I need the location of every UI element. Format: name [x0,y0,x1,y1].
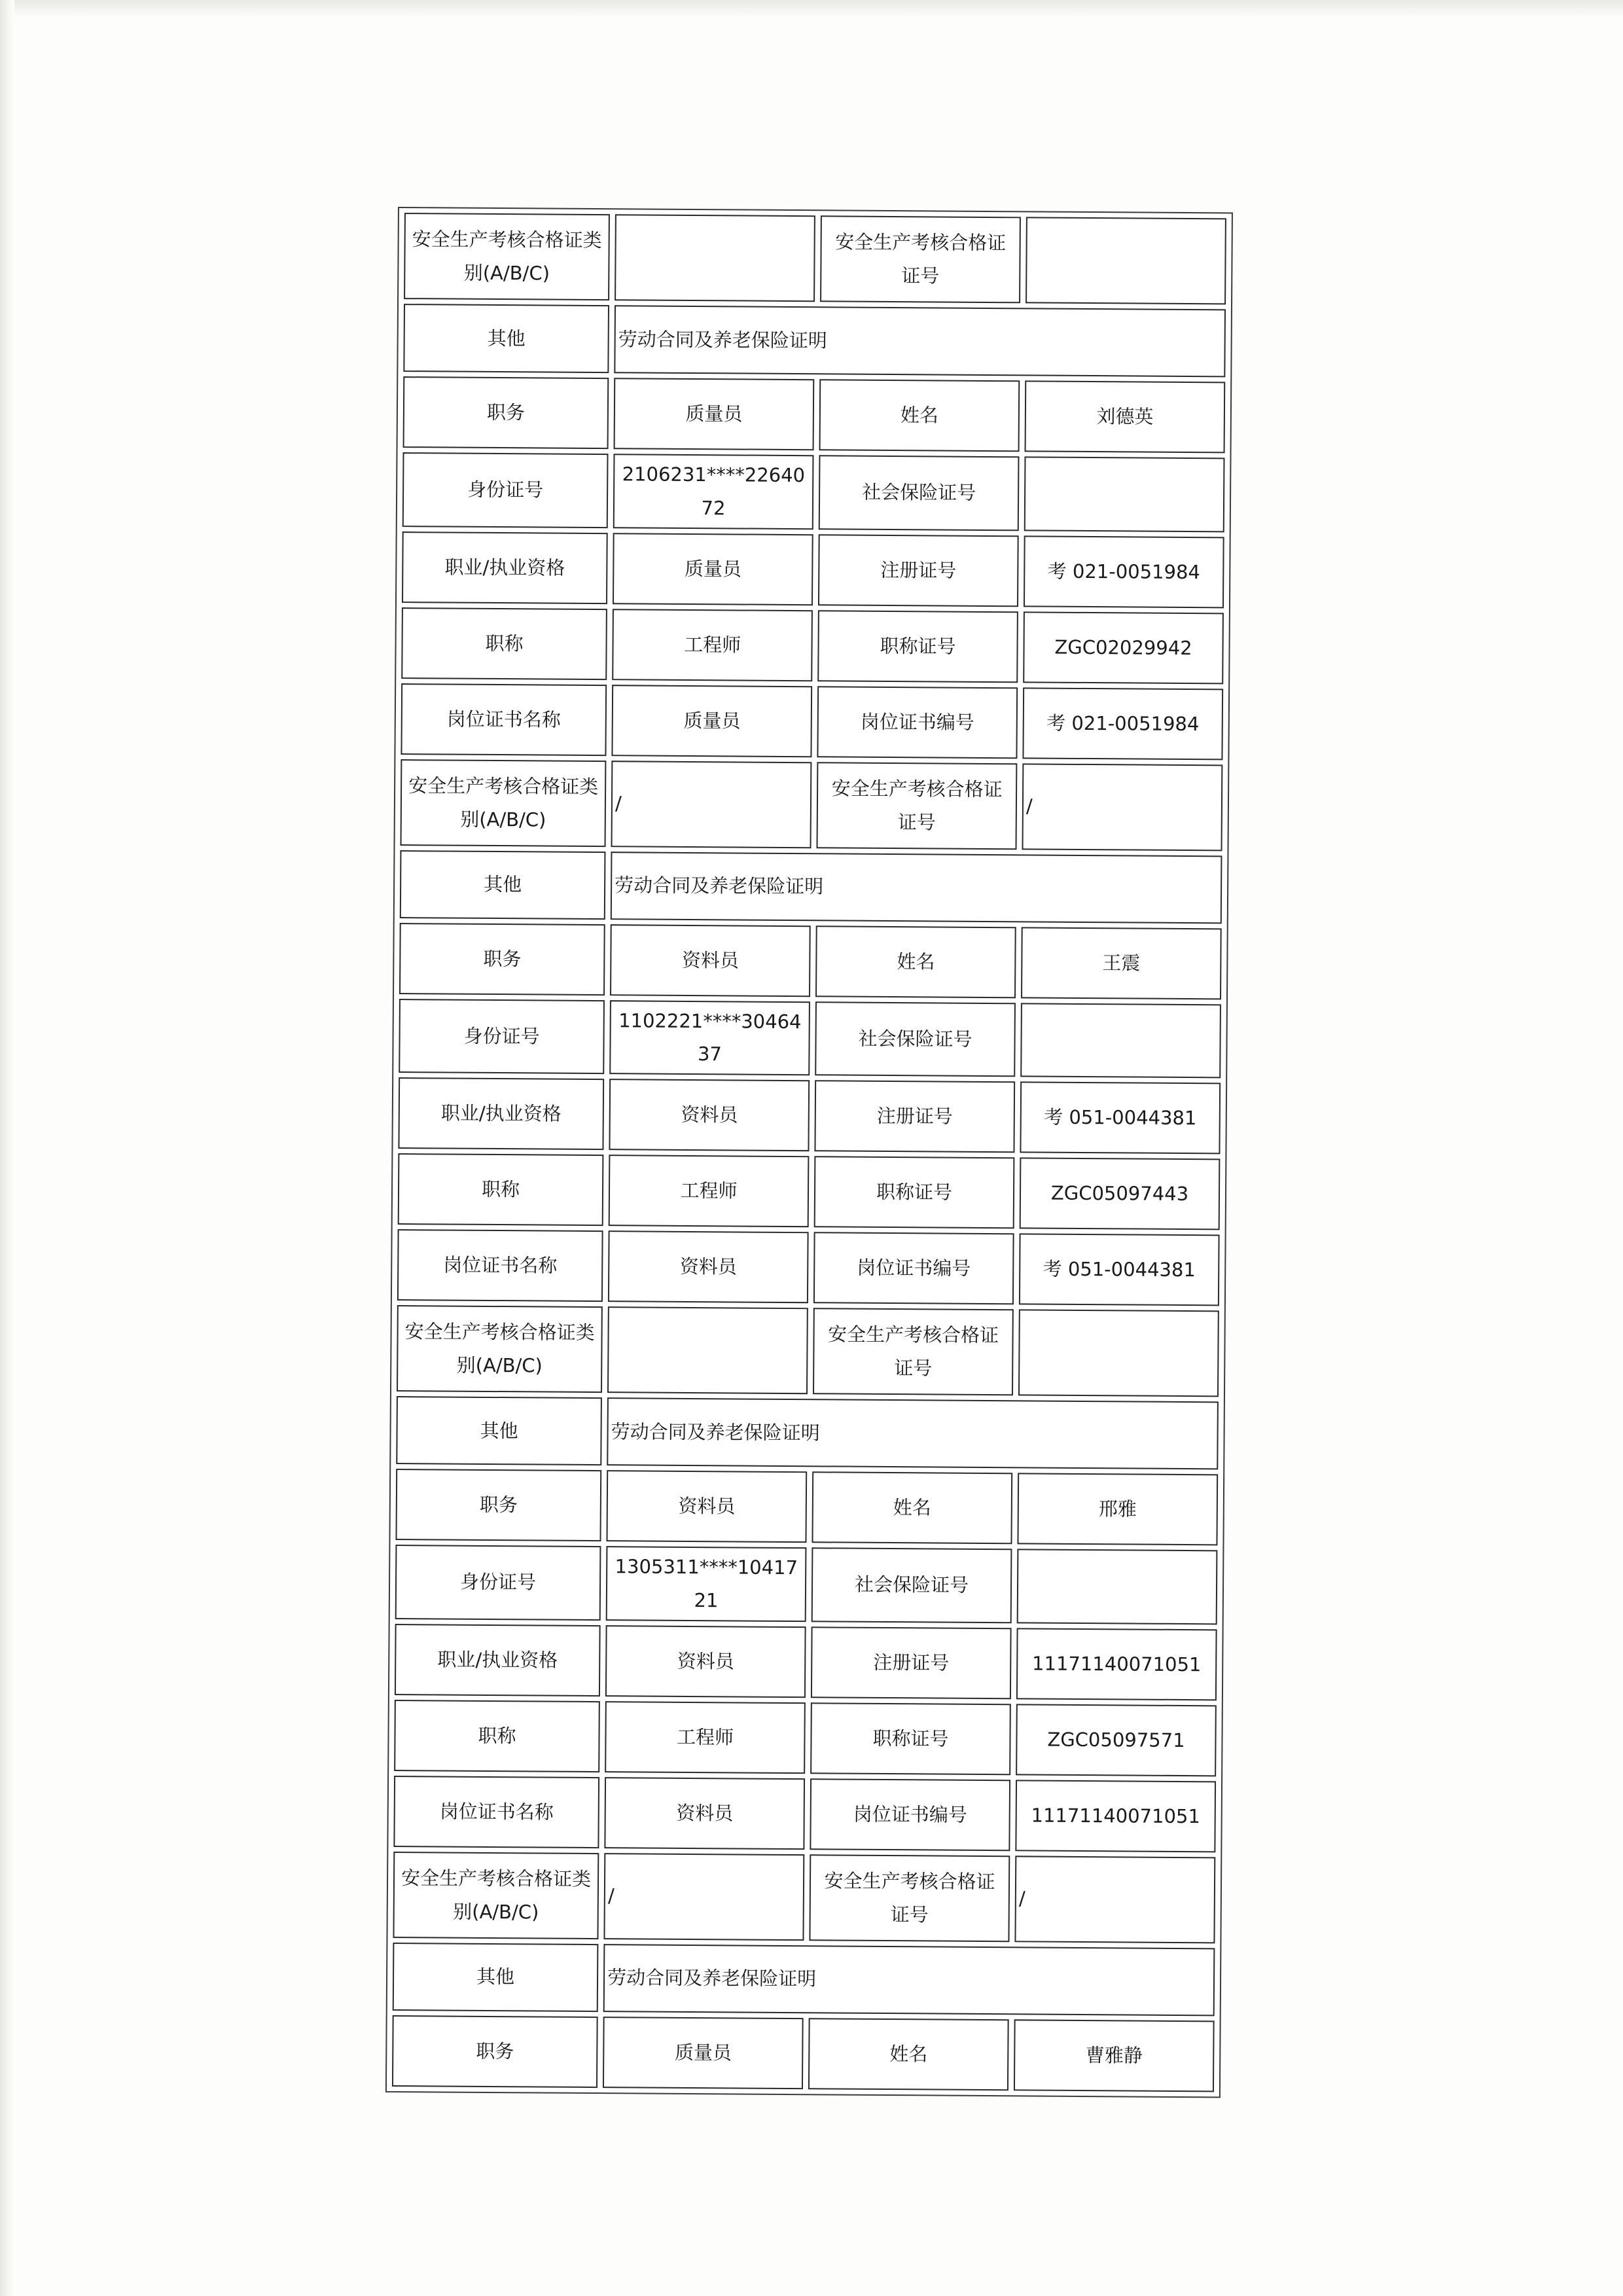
table-row [401,607,1224,684]
value-safety-category: / [604,1853,805,1941]
label-social: 社会保险证号 [812,1547,1012,1623]
value-social [1017,1549,1218,1624]
value-safety-cert-no: / [1022,763,1223,851]
table-row [404,213,1226,304]
label-reg-no: 注册证号 [818,534,1019,607]
table-row [398,1153,1221,1230]
label-safety-cert-no: 安全生产考核合格证证号 [810,1854,1010,1942]
value-position: 质量员 [614,378,815,450]
label-position: 职务 [403,376,609,449]
value-reg-no: 考 051-0044381 [1020,1081,1221,1154]
label-other: 其他 [393,1943,599,2012]
table-row [402,452,1225,532]
label-safety-category: 安全生产考核合格证类别(A/B/C) [401,759,607,847]
value-safety-category [615,214,815,302]
value-qualification: 资料员 [609,1079,810,1151]
value-social [1020,1003,1221,1079]
label-safety-cert-no: 安全生产考核合格证证号 [813,1308,1014,1395]
label-title: 职称 [394,1700,600,1772]
label-name: 姓名 [808,2018,1009,2090]
label-reg-no: 注册证号 [811,1626,1012,1699]
value-position: 资料员 [610,924,811,997]
label-title: 职称 [398,1153,604,1226]
table-row [393,1776,1216,1852]
label-other: 其他 [403,304,609,373]
value-position: 资料员 [607,1470,808,1543]
value-social [1024,456,1225,532]
label-title: 职称 [401,607,607,680]
value-title-no: ZGC02029942 [1023,611,1224,684]
table-row [401,683,1223,760]
label-safety-cert-no: 安全生产考核合格证证号 [817,762,1018,850]
table-row [395,1545,1218,1624]
label-social: 社会保险证号 [815,1001,1016,1077]
value-post-cert: 质量员 [612,685,813,757]
scan-border-left [0,0,14,2296]
value-title: 工程师 [605,1701,806,1774]
document-page [385,207,1249,2098]
table-row [395,1624,1217,1700]
label-qualification: 职业/执业资格 [395,1624,601,1696]
label-post-cert: 岗位证书名称 [401,683,607,756]
label-name: 姓名 [815,925,1016,998]
label-qualification: 职业/执业资格 [398,1077,604,1150]
label-position: 职务 [392,2015,598,2088]
value-qualification: 资料员 [605,1625,806,1698]
label-post-cert-no: 岗位证书编号 [817,686,1018,759]
value-title-no: ZGC05097571 [1016,1704,1217,1776]
label-reg-no: 注册证号 [815,1080,1016,1153]
value-title-no: ZGC05097443 [1020,1157,1221,1230]
table-row [398,1077,1221,1154]
value-safety-category [607,1306,808,1394]
table-row [401,759,1223,851]
label-title-no: 职称证号 [814,1156,1015,1229]
label-title-no: 职称证号 [817,610,1018,683]
label-title-no: 职称证号 [810,1702,1011,1775]
table-row [394,1700,1217,1776]
label-safety-category: 安全生产考核合格证类别(A/B/C) [397,1305,603,1393]
label-position: 职务 [395,1469,601,1541]
table-row [403,376,1226,453]
label-position: 职务 [399,923,605,996]
label-other: 其他 [396,1396,602,1465]
value-other: 劳动合同及养老保险证明 [611,852,1222,924]
table-row [396,1396,1219,1469]
value-title: 工程师 [612,609,813,681]
value-post-cert-no: 11171140071051 [1015,1780,1216,1852]
personnel-table [385,207,1233,2098]
table-row [393,1852,1215,1943]
value-other: 劳动合同及养老保险证明 [607,1397,1219,1469]
label-post-cert: 岗位证书名称 [393,1776,599,1848]
table-row [397,1305,1219,1397]
label-id: 身份证号 [399,999,605,1075]
value-id: 2106231****2264072 [613,454,814,529]
value-title: 工程师 [609,1155,810,1227]
label-id: 身份证号 [395,1545,601,1621]
value-name: 邢雅 [1017,1473,1218,1545]
value-post-cert: 资料员 [604,1777,805,1850]
table-row [399,923,1222,999]
value-safety-category: / [611,761,812,848]
value-name: 曹雅静 [1014,2019,1215,2092]
label-safety-cert-no: 安全生产考核合格证证号 [820,215,1021,303]
label-id: 身份证号 [402,452,609,528]
label-qualification: 职业/执业资格 [402,531,608,604]
label-post-cert-no: 岗位证书编号 [813,1232,1014,1304]
table-row [402,531,1224,608]
label-post-cert: 岗位证书名称 [397,1229,603,1302]
value-name: 王震 [1021,927,1222,999]
table-row [400,850,1222,924]
value-qualification: 质量员 [613,533,813,605]
value-post-cert-no: 考 021-0051984 [1022,687,1223,760]
table-row [397,1229,1220,1306]
scan-border-top [0,0,1623,17]
label-safety-category: 安全生产考核合格证类别(A/B/C) [404,213,610,300]
table-row [393,1943,1215,2016]
label-name: 姓名 [819,379,1020,452]
value-name: 刘德英 [1025,380,1226,453]
label-other: 其他 [400,850,606,920]
value-safety-cert-no [1026,217,1226,304]
value-other: 劳动合同及养老保险证明 [614,305,1226,377]
value-other: 劳动合同及养老保险证明 [603,1944,1215,2016]
value-reg-no: 考 021-0051984 [1024,535,1224,608]
value-id: 1305311****1041721 [606,1546,807,1622]
label-social: 社会保险证号 [819,455,1020,531]
value-safety-cert-no: / [1014,1856,1215,1943]
value-reg-no: 11171140071051 [1016,1628,1217,1700]
table-row [395,1469,1218,1545]
label-safety-category: 安全生产考核合格证类别(A/B/C) [393,1852,599,1939]
label-name: 姓名 [812,1471,1013,1544]
table-row [403,304,1226,377]
label-post-cert-no: 岗位证书编号 [810,1778,1010,1851]
value-post-cert-no: 考 051-0044381 [1019,1233,1220,1306]
value-post-cert: 资料员 [608,1230,809,1303]
value-id: 1102221****3046437 [609,1000,810,1076]
table-row [392,2015,1215,2092]
value-safety-cert-no [1018,1309,1219,1397]
value-position: 质量员 [603,2017,804,2089]
table-row [399,999,1221,1079]
